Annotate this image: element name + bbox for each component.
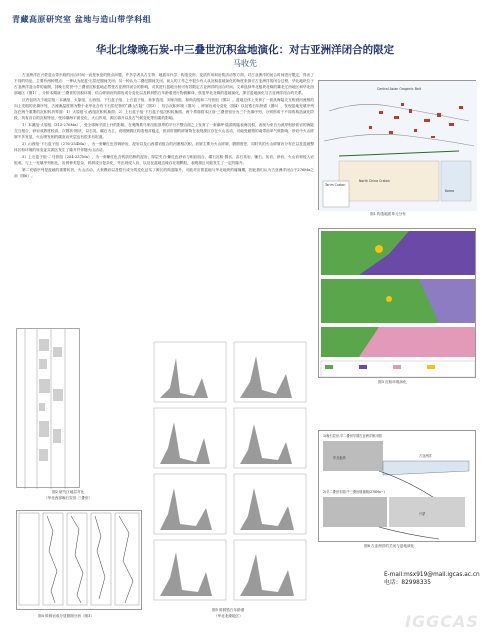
model-block-a: 华北板块 <box>333 456 346 460</box>
paragraph: 2）山西组-下石盒子组（276-254Ma），为一套紫红色首调砂岩，泥岩以及山西裙岩组合的河流相沉积，岩屑主要为火山碎屑，磨圆度差，同时代的火山碎屑岩分布在以及盆地整体区粉环境的转变证实源区发生了隆升并伴随火山活动。 <box>14 142 314 152</box>
author-name: 马收先 <box>233 59 257 68</box>
sedimentary-environment-graphic <box>319 229 477 379</box>
contact-phone: 电话：82998335 <box>384 580 431 586</box>
map-label-craton: North China Craton <box>359 179 390 183</box>
model-block-b: 兴蒙 <box>419 512 426 516</box>
contact-email: E-mail:msx919@mail.igcas.ac.cn <box>384 572 480 578</box>
zircon-histograms-graphic <box>150 338 312 608</box>
model-ocean-label: 古亚洲洋 <box>419 454 432 458</box>
tectonic-model <box>318 430 476 542</box>
body-text <box>14 72 314 180</box>
model-stage-2: 2)早二叠世末期-中三叠世碰撞期(276Ma~) <box>323 490 385 494</box>
detrital-composition-plots <box>16 510 142 610</box>
header-org: 青藏高原研究室 盆地与造山带学科组 <box>12 14 152 24</box>
watermark: IGGCAS <box>405 612 479 631</box>
sedimentary-environment-maps <box>318 228 476 378</box>
figure-5-subcaption: （华北北缘地区） <box>214 614 243 618</box>
poster-title: 华北北缘晚石炭-中三叠世沉积盆地演化：对古亚洲洋闭合的限定 <box>95 44 395 56</box>
model-stage-1: 1)晚石炭世-早二叠世早期古亚洲洋俯冲期 <box>323 434 382 438</box>
figure-5-caption: 图5 碎屑锆石年龄谱 <box>212 608 245 612</box>
figure-2-subcaption: （华北西部晚石炭世-三叠世） <box>44 496 93 500</box>
paragraph: 第二充填序列是盆地的重要转折，火山活动，大套模岩以及锆石成分的变化证实了源区的构造隆升，可能对应着盆地与华北地块的碰撞期，因此我们认为古亚洲洋闭合于276Ma之前（图6）。 <box>14 168 314 178</box>
paragraph: 3）上石盒子组-二马营组（254-237Ma），为一套紫红色含钙质结核的泥岩，厚层夹白-紫红色砂岩与相岩组合。碳石沉积-圆状，由石英岩，辅石，灰岩，砂岩，火山岩和侵入岩组成，与上一充填序列相比，岩屑种类复杂，碎屑成分复杂化，并出现侵入岩，以及在盆地边缘存在粗颗粒，表明源区可能发生了一定的隆升。 <box>14 155 314 165</box>
figure-6-caption: 图6 古亚洲洋的关闭与盆地演化 <box>364 544 415 548</box>
figure-3-caption: 图3 沉积环境演化 <box>378 380 407 384</box>
contact-info <box>384 571 480 587</box>
stratigraphic-columns-graphic <box>17 329 81 489</box>
stratigraphic-columns <box>16 328 80 488</box>
paragraph: 1）本溪组-太原组（312-276Ma），受全球海平面上升的影响，在奥陶系马家沟组顶界的平行不整合面之上发育了一套潮坪-陆源的陆表海沉积，表现为来自为滨岸相砂质岩的海陆交互相合，砂岩成熟度较高，次圆状-圆状，以石英，碳石为主，说明侧源区构造相对稳定，但同时期的碎屑物在表现源区存在火山活动，可能受碰格的南带前单气候影响，砂岩中火山碎屑不多发显，火山喷发相的碳灰岩夹层也有很多有报道。 <box>14 123 314 139</box>
paragraph: 古亚洲洋在兴蒙造山带东段的闭合时间一直是争论的焦点问题，许多学者从古生物、地质年代学、构造变形、变质作用和岩浆活动等方面，对古亚洲洋的闭合时间进行限定，得出了不同的结论，主要有两种观点：一种认为泥盆-石炭纪期间关闭；另一种认为二叠纪期间关闭。前人的工作之中很少有人从沉积盆地演化的角度来探讨古亚洲洋的闭合过程，华北地块位于古亚洲洋造山带的南侧，其晚石炭世-中三叠世沉积盆地必然受古亚洲洋闭合的影响，对其进行盆地分析可有效限定古亚洲洋的闭合时间。文章选择华北板块北缘的冀北辽西地区和华北西部地区（图1），分析本期前-三叠世的沉积环境、结合碎屑岩的源岩成分变化以及碎屑锆石年龄谱进行物源解译，恢复华北北缘的盆地演化，探讨盆地演化与古亚洲洋闭合的关系。 <box>14 73 314 95</box>
zircon-age-histograms <box>150 338 312 608</box>
paragraph: 区内包括九个地层组：本溪组、太原组、山西组、下石盒子组、上石盒子组、孙家沟组、刘家沟组、和尚沟组和二马营组（图2）。盆地总体上发育了一套从海陆交互相到河流相的向上变粗的充填序列，古流流温度图为整个北华北含有下石炭纪物的“湖山古陆”（图3），综合沉积环境（图3）、碎屑岩成分变化（图4）以及锆石年龄谱（图5），发现盆地充填序列存在两个重要的沉积转折界面：1）太原组-山西组沉积转换面；2）上石盒子组-下石盒子组沉积转换面。两个界面将本区前-三叠世划分为三个充填序列，分别形成于不同的构造演化阶段，具有各自的沉积特征，受冲填海平面变化，火山作用，源区填升以及古气候变化等因素的影响。 <box>14 98 314 120</box>
figure-4-caption: 图4 碎屑岩成分显微图分析（图3） <box>38 614 95 618</box>
tectonic-map <box>318 80 476 210</box>
detrital-composition-graphic <box>17 511 143 611</box>
map-label-tarim: Tarim Craton <box>325 183 346 187</box>
figure-1-caption: 图1 构造地质单元分布 <box>370 212 406 216</box>
map-label-inset: Korea <box>445 189 455 193</box>
figure-2-caption: 图2 研究区地层对比 <box>52 490 85 494</box>
map-label-belt: Central Asian Orogenic Belt <box>377 87 421 91</box>
tectonic-model-graphic <box>319 431 477 543</box>
